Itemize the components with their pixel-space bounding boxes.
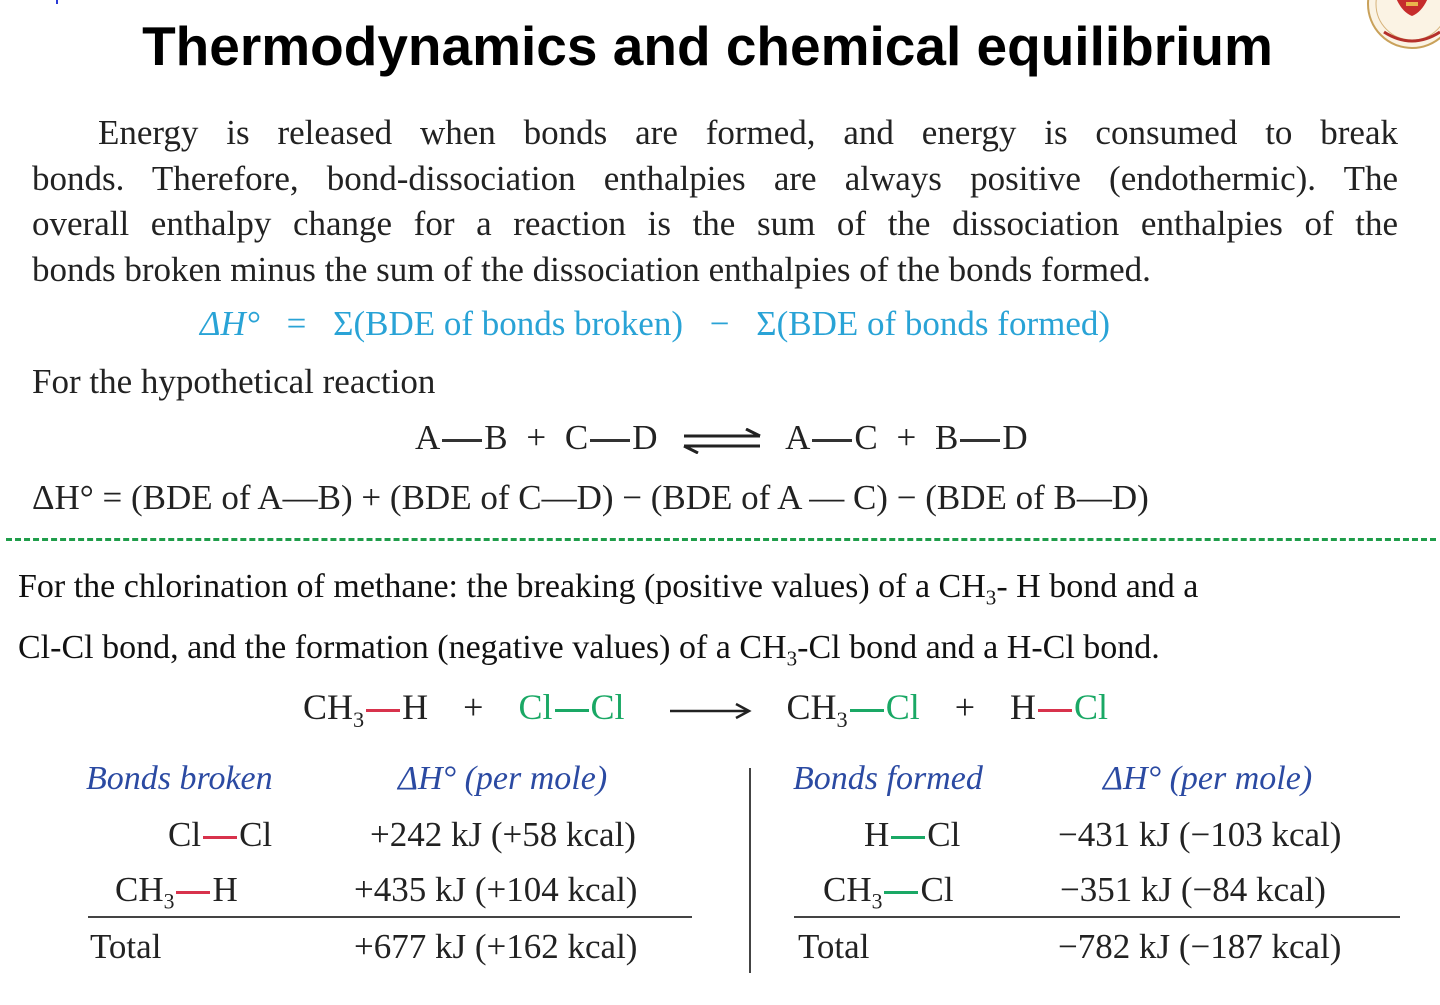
subscript: 3	[786, 646, 798, 671]
bonds-formed-term: Σ(BDE of bonds formed)	[756, 304, 1111, 343]
bond-atom: Cl	[239, 815, 273, 854]
subscript: 3	[871, 889, 883, 914]
bond-atom: Cl	[168, 815, 202, 854]
broken-total-value: +677 kJ (+162 kcal)	[354, 927, 638, 966]
bond-line	[366, 709, 400, 712]
formed-total-label: Total	[798, 927, 870, 966]
bond-line	[442, 439, 482, 442]
broken-total-rule	[88, 916, 692, 918]
broken-bond-ch3-h	[115, 870, 238, 914]
bond-line	[891, 836, 925, 839]
broken-value-cl-cl: +242 kJ (+58 kcal)	[370, 815, 636, 854]
delta-h-symbol: ΔH°	[200, 304, 260, 343]
bonds-formed-header: Bonds formed	[793, 760, 983, 797]
plus-sign: +	[463, 687, 484, 727]
hydrogen-atom: H	[1010, 687, 1037, 727]
paragraph-line-2: bonds. Therefore, bond-dissociation enthalpies are always positive (endothermic). The	[32, 159, 1398, 198]
equilibrium-arrow-icon	[680, 428, 764, 454]
chlorine-atom: Cl	[518, 687, 553, 727]
chlorine-atom: Cl	[1074, 687, 1109, 727]
bond-line	[884, 891, 918, 894]
broken-total-label: Total	[90, 927, 162, 966]
note-text: -Cl bond and a H-Cl bond.	[797, 629, 1160, 666]
bond-atom: Cl	[927, 815, 961, 854]
bond-line	[812, 439, 852, 442]
formed-delta-h-header: ΔH° (per mole)	[1103, 760, 1313, 797]
formed-value-h-cl: −431 kJ (−103 kcal)	[1058, 815, 1342, 854]
note-text: For the chlorination of methane: the breaking (positive values) of a CH	[18, 568, 986, 605]
chlorination-note-line-1	[18, 568, 1199, 610]
chlorination-note-line-2	[18, 629, 1160, 671]
atom-c: C	[564, 418, 589, 457]
bond-atom: H	[864, 815, 890, 854]
methyl-group: CH	[303, 687, 354, 727]
paragraph-line-4: bonds broken minus the sum of the dissociation enthalpies of the bonds formed.	[32, 250, 1151, 289]
formed-total-value: −782 kJ (−187 kcal)	[1058, 927, 1342, 966]
corner-mark	[56, 0, 58, 4]
hydrogen-atom: H	[402, 687, 429, 727]
bde-equation	[200, 304, 1110, 344]
subscript: 3	[353, 706, 365, 732]
bond-atom: Cl	[920, 870, 954, 909]
minus-sign: −	[709, 304, 730, 343]
bond-line	[1038, 709, 1072, 712]
broken-delta-h-header: ΔH° (per mole)	[398, 760, 608, 797]
chlorine-atom: Cl	[590, 687, 625, 727]
bonds-broken-term: Σ(BDE of bonds broken)	[333, 304, 683, 343]
bond-line	[960, 439, 1000, 442]
atom-a: A	[785, 418, 811, 457]
hypothetical-delta-h: ΔH° = (BDE of A—B) + (BDE of C—D) − (BDE of A — C) − (BDE of B—D)	[32, 478, 1149, 517]
bonds-broken-header: Bonds broken	[86, 760, 273, 797]
broken-value-ch3-h: +435 kJ (+104 kcal)	[354, 870, 638, 909]
broken-bond-cl-cl	[168, 815, 272, 855]
table-column-divider	[749, 768, 751, 973]
bond-line	[203, 836, 237, 839]
atom-d: D	[632, 418, 658, 457]
slide-title: Thermodynamics and chemical equilibrium	[142, 15, 1273, 77]
section-divider	[6, 538, 1436, 541]
formed-total-rule	[794, 916, 1400, 918]
bond-line	[850, 709, 884, 712]
atom-c: C	[854, 418, 878, 457]
plus-sign: +	[526, 418, 547, 457]
formed-bond-ch3-cl	[823, 870, 954, 914]
atom-b: B	[935, 418, 959, 457]
bond-line	[555, 709, 589, 712]
note-text: Cl-Cl bond, and the formation (negative values) of a CH	[18, 629, 787, 666]
subscript: 3	[985, 585, 997, 610]
paragraph-line-3: overall enthalpy change for a reaction is the sum of the dissociation enthalpies of the	[32, 204, 1398, 243]
atom-b: B	[484, 418, 508, 457]
atom-a: A	[415, 418, 441, 457]
bond-atom: CH	[823, 870, 872, 909]
methyl-group: CH	[786, 687, 837, 727]
reaction-arrow-icon	[668, 701, 752, 721]
subscript: 3	[836, 706, 848, 732]
note-text: - H bond and a	[996, 568, 1199, 605]
subscript: 3	[163, 889, 175, 914]
bond-atom: H	[212, 870, 238, 909]
bond-atom: CH	[115, 870, 164, 909]
equals-sign: =	[286, 304, 307, 343]
paragraph-line-1: Energy is released when bonds are formed, and energy is consumed to break	[98, 113, 1398, 152]
bond-line	[590, 439, 630, 442]
plus-sign: +	[896, 418, 917, 457]
formed-bond-h-cl	[864, 815, 960, 855]
university-seal-icon	[1362, 0, 1440, 56]
bond-line	[176, 891, 210, 894]
formed-value-ch3-cl: −351 kJ (−84 kcal)	[1060, 870, 1326, 909]
chlorination-reaction	[303, 686, 1109, 732]
atom-d: D	[1002, 418, 1028, 457]
plus-sign: +	[954, 687, 976, 727]
chlorine-atom: Cl	[885, 687, 920, 727]
hypothetical-reaction	[415, 418, 1028, 458]
hypothetical-label: For the hypothetical reaction	[32, 362, 436, 401]
